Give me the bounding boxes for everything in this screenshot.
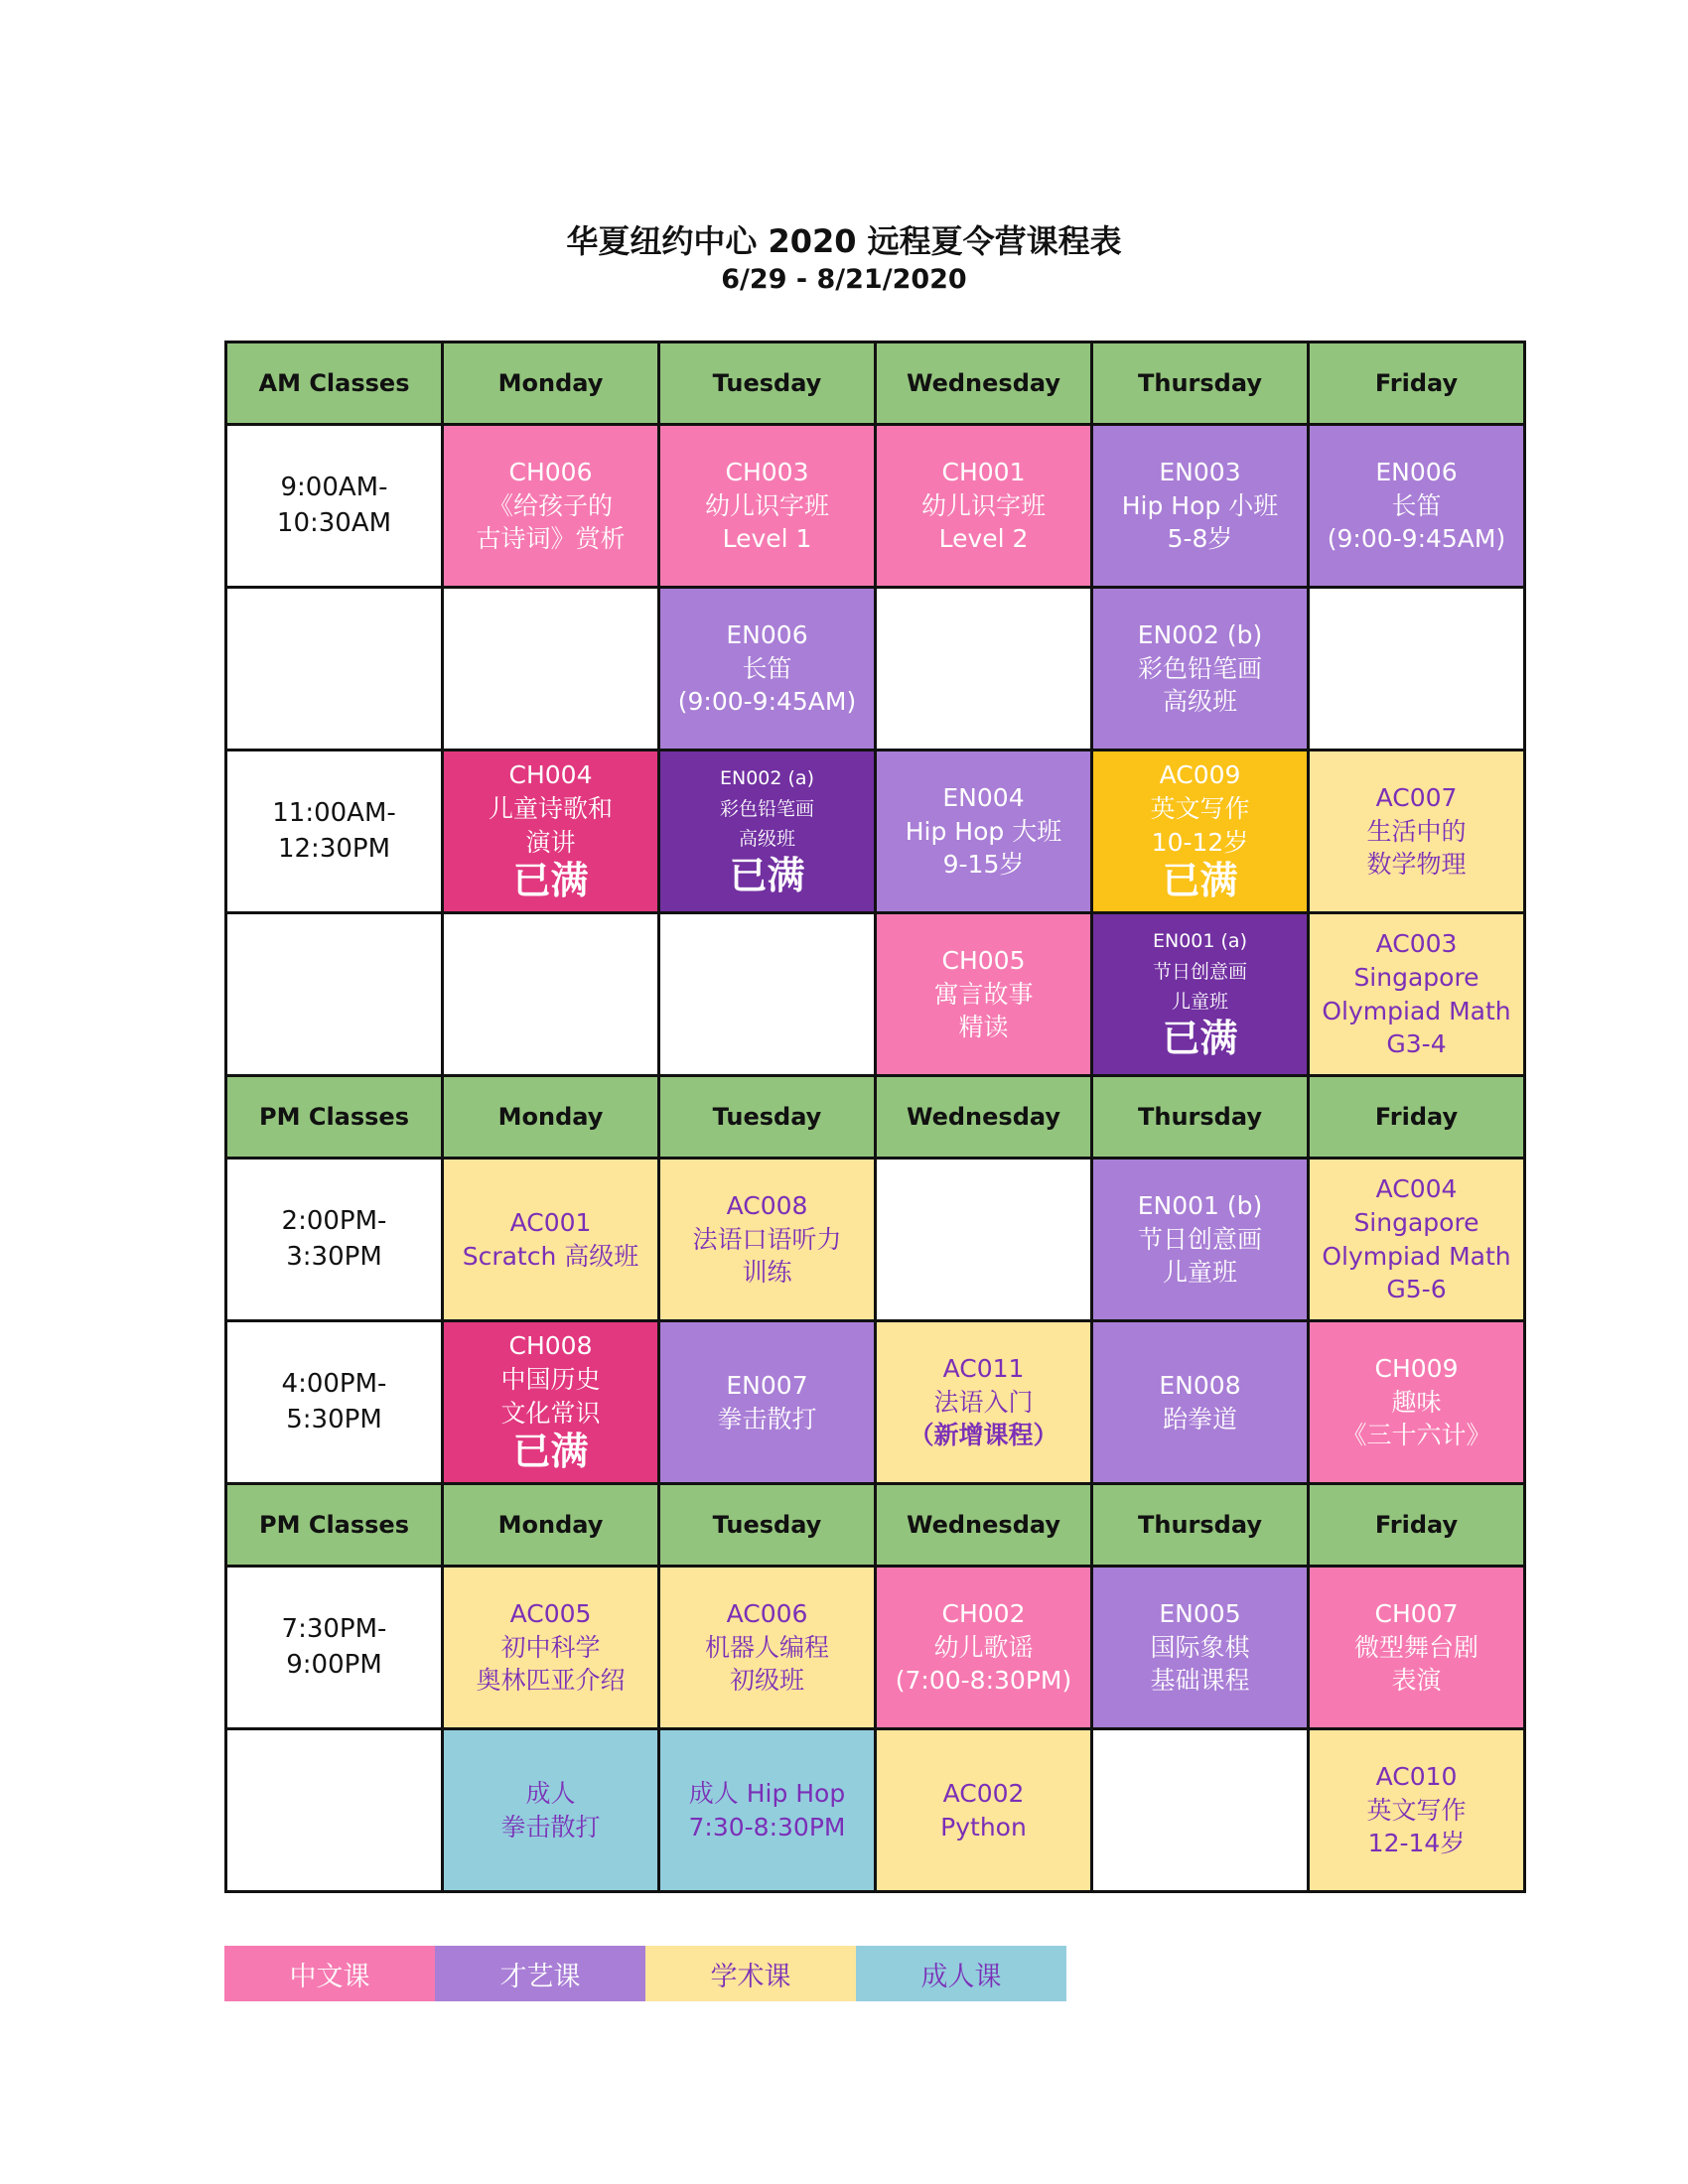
- course-cell: [443, 751, 659, 913]
- course-code: CH001: [941, 457, 1026, 486]
- day-header: Thursday: [1092, 1484, 1309, 1567]
- schedule-row: [226, 1567, 1525, 1729]
- course-code: CH008: [508, 1331, 593, 1361]
- course-text: 《三十六计》: [1341, 1421, 1491, 1450]
- course-cell: [1309, 425, 1525, 588]
- course-cell: [1309, 1567, 1525, 1729]
- course-code: AC005: [509, 1598, 592, 1628]
- course-cell: [1092, 751, 1309, 913]
- course-text: Python: [940, 1812, 1027, 1842]
- section-label: PM Classes: [226, 1076, 443, 1159]
- course-text: 彩色铅笔画: [719, 797, 814, 820]
- course-cell: [1309, 1729, 1525, 1892]
- schedule-row: [226, 1729, 1525, 1892]
- course-text: 儿童班: [1171, 990, 1228, 1013]
- course-cell: [659, 1567, 876, 1729]
- course-cell: [876, 425, 1092, 588]
- course-code: AC010: [1375, 1761, 1458, 1791]
- course-text: Olympiad Math: [1322, 996, 1511, 1025]
- time-slot: 2:00PM- 3:30PM: [226, 1159, 443, 1321]
- course-code: AC011: [942, 1353, 1025, 1383]
- course-text: 机器人编程: [704, 1632, 829, 1662]
- time-slot: [226, 1729, 443, 1892]
- course-cell: [443, 1567, 659, 1729]
- empty-cell: [1309, 588, 1525, 751]
- course-cell: [659, 425, 876, 588]
- course-text: 10-12岁: [1151, 827, 1249, 857]
- full-badge: 已满: [512, 1430, 589, 1474]
- course-code: EN004: [942, 782, 1025, 812]
- course-text: 英文写作: [1366, 1795, 1467, 1825]
- course-code: CH003: [725, 457, 809, 486]
- course-cell: [876, 1729, 1092, 1892]
- course-code: EN002 (a): [720, 767, 814, 790]
- course-text: 幼儿识字班: [920, 490, 1046, 520]
- course-text: Olympiad Math: [1322, 1241, 1511, 1271]
- empty-cell: [1092, 1729, 1309, 1892]
- course-text: Hip Hop 大班: [905, 816, 1062, 846]
- course-text: 初中科学: [500, 1632, 601, 1662]
- course-text: Hip Hop 小班: [1121, 490, 1279, 520]
- course-text: 节日创意画: [1152, 960, 1247, 983]
- course-text: Level 1: [722, 524, 812, 554]
- time-slot: [226, 913, 443, 1076]
- section-header-row: [226, 1076, 1525, 1159]
- course-code: AC004: [1375, 1174, 1458, 1203]
- course-text: Singapore: [1353, 962, 1479, 992]
- course-text: 幼儿歌谣: [933, 1632, 1034, 1662]
- day-header: Wednesday: [876, 1076, 1092, 1159]
- empty-cell: [659, 913, 876, 1076]
- day-header: Monday: [443, 1076, 659, 1159]
- day-header: Tuesday: [659, 1076, 876, 1159]
- course-text: 奥林匹亚介绍: [476, 1666, 626, 1696]
- empty-cell: [876, 588, 1092, 751]
- course-cell: [1092, 1159, 1309, 1321]
- schedule-table: [224, 341, 1526, 1893]
- course-text: (9:00-9:45AM): [1327, 524, 1506, 554]
- course-code: EN003: [1159, 457, 1241, 486]
- course-text: 高级班: [1162, 687, 1237, 717]
- course-text: 7:30-8:30PM: [688, 1812, 846, 1842]
- course-cell: [876, 751, 1092, 913]
- course-text: 5-8岁: [1167, 524, 1233, 554]
- course-text: 长笛: [742, 653, 792, 683]
- course-text: 表演: [1391, 1666, 1442, 1696]
- course-cell: [443, 425, 659, 588]
- course-text: 儿童班: [1162, 1258, 1237, 1288]
- course-text: Level 2: [938, 524, 1029, 554]
- course-text: 基础课程: [1150, 1666, 1250, 1696]
- course-cell: [443, 1159, 659, 1321]
- course-text: 国际象棋: [1150, 1632, 1250, 1662]
- course-text: 幼儿识字班: [704, 490, 829, 520]
- empty-cell: [876, 1159, 1092, 1321]
- schedule-row: [226, 1159, 1525, 1321]
- section-label: AM Classes: [226, 342, 443, 425]
- course-text: 训练: [742, 1258, 792, 1288]
- new-course-note: （新增课程）: [909, 1421, 1058, 1450]
- time-slot: 9:00AM- 10:30AM: [226, 425, 443, 588]
- course-cell: [1309, 1321, 1525, 1484]
- day-header: Thursday: [1092, 342, 1309, 425]
- course-text: 数学物理: [1366, 850, 1467, 880]
- course-text: 12-14岁: [1367, 1829, 1466, 1858]
- full-badge: 已满: [1162, 1017, 1238, 1061]
- legend-item: 中文课: [224, 1946, 435, 2001]
- time-slot: [226, 588, 443, 751]
- course-code: AC008: [726, 1190, 808, 1220]
- section-label: PM Classes: [226, 1484, 443, 1567]
- course-cell: [659, 1321, 876, 1484]
- course-cell: [1309, 751, 1525, 913]
- day-header: Tuesday: [659, 1484, 876, 1567]
- section-header-row: [226, 342, 1525, 425]
- course-code: CH004: [508, 760, 593, 790]
- time-slot: 11:00AM- 12:30PM: [226, 751, 443, 913]
- course-code: EN002 (b): [1137, 619, 1263, 649]
- empty-cell: [443, 913, 659, 1076]
- course-code: EN001 (a): [1153, 930, 1247, 953]
- course-text: 演讲: [525, 827, 576, 857]
- course-text: 初级班: [729, 1666, 804, 1696]
- course-text: Singapore: [1353, 1207, 1479, 1237]
- schedule-row: [226, 1321, 1525, 1484]
- course-cell: [1092, 1321, 1309, 1484]
- course-text: 法语入门: [933, 1387, 1034, 1417]
- course-cell: [659, 751, 876, 913]
- schedule-row: [226, 588, 1525, 751]
- course-code: AC002: [942, 1778, 1025, 1808]
- course-code: AC007: [1375, 782, 1458, 812]
- day-header: Friday: [1309, 1484, 1525, 1567]
- course-code: AC009: [1159, 760, 1241, 790]
- course-code: AC006: [726, 1598, 808, 1628]
- course-cell: [876, 913, 1092, 1076]
- course-cell: [659, 1159, 876, 1321]
- section-header-row: [226, 1484, 1525, 1567]
- course-code: CH006: [508, 457, 593, 486]
- course-code: CH009: [1374, 1353, 1459, 1383]
- course-text: 生活中的: [1366, 816, 1467, 846]
- schedule-row: [226, 751, 1525, 913]
- course-text: 精读: [958, 1013, 1009, 1042]
- course-code: CH002: [941, 1598, 1026, 1628]
- course-cell: [659, 1729, 876, 1892]
- course-cell: [1309, 1159, 1525, 1321]
- course-cell: [876, 1321, 1092, 1484]
- schedule-row: [226, 425, 1525, 588]
- course-text: G3-4: [1386, 1029, 1447, 1059]
- course-text: 拳击散打: [717, 1404, 817, 1433]
- course-cell: [876, 1567, 1092, 1729]
- course-text: 微型舞台剧: [1353, 1632, 1478, 1662]
- full-badge: 已满: [1162, 859, 1238, 903]
- course-code: AC003: [1375, 929, 1458, 958]
- full-badge: 已满: [512, 859, 589, 903]
- course-cell: [443, 1321, 659, 1484]
- color-legend: [224, 1946, 1066, 2001]
- course-cell: [1092, 588, 1309, 751]
- day-header: Monday: [443, 342, 659, 425]
- course-text: 节日创意画: [1137, 1224, 1262, 1254]
- day-header: Friday: [1309, 1076, 1525, 1159]
- course-code: CH007: [1374, 1598, 1459, 1628]
- course-code: EN006: [726, 619, 808, 649]
- course-text: 文化常识: [500, 1398, 601, 1428]
- day-header: Monday: [443, 1484, 659, 1567]
- time-slot: 4:00PM- 5:30PM: [226, 1321, 443, 1484]
- course-code: EN007: [726, 1370, 808, 1400]
- day-header: Thursday: [1092, 1076, 1309, 1159]
- course-code: EN008: [1159, 1370, 1241, 1400]
- course-code: EN006: [1375, 457, 1458, 486]
- course-text: 彩色铅笔画: [1137, 653, 1262, 683]
- page-title: 华夏纽约中心 2020 远程夏令营课程表: [566, 222, 1122, 260]
- course-text: 跆拳道: [1162, 1404, 1237, 1433]
- course-cell: [1092, 913, 1309, 1076]
- empty-cell: [443, 588, 659, 751]
- course-cell: [443, 1729, 659, 1892]
- legend-item: 才艺课: [435, 1946, 645, 2001]
- legend-item: 学术课: [645, 1946, 856, 2001]
- course-cell: [1309, 913, 1525, 1076]
- course-text: 法语口语听力: [692, 1224, 842, 1254]
- course-code: CH005: [941, 945, 1026, 975]
- course-cell: [659, 588, 876, 751]
- course-code: AC001: [509, 1207, 592, 1237]
- day-header: Tuesday: [659, 342, 876, 425]
- time-slot: 7:30PM- 9:00PM: [226, 1567, 443, 1729]
- course-text: (9:00-9:45AM): [677, 687, 857, 717]
- course-cell: [1092, 1567, 1309, 1729]
- course-text: Scratch 高级班: [462, 1241, 639, 1271]
- course-text: 儿童诗歌和: [488, 793, 613, 823]
- course-text: G5-6: [1386, 1275, 1447, 1304]
- course-text: 《给孩子的: [488, 490, 613, 520]
- course-text: 9-15岁: [942, 850, 1025, 880]
- course-text: 高级班: [738, 827, 795, 850]
- course-code: EN005: [1159, 1598, 1241, 1628]
- legend-item: 成人课: [856, 1946, 1066, 2001]
- full-badge: 已满: [729, 854, 805, 898]
- course-text: (7:00-8:30PM): [895, 1666, 1072, 1696]
- course-text: 趣味: [1391, 1387, 1442, 1417]
- day-header: Wednesday: [876, 342, 1092, 425]
- course-text: 中国历史: [500, 1364, 601, 1394]
- day-header: Friday: [1309, 342, 1525, 425]
- course-text: 寓言故事: [933, 979, 1034, 1009]
- course-text: 英文写作: [1150, 793, 1250, 823]
- course-text: 拳击散打: [500, 1812, 601, 1842]
- course-text: 古诗词》赏析: [476, 524, 626, 554]
- course-code: 成人 Hip Hop: [688, 1778, 846, 1808]
- schedule-row: [226, 913, 1525, 1076]
- course-code: 成人: [525, 1778, 576, 1808]
- date-range: 6/29 - 8/21/2020: [721, 264, 967, 295]
- course-text: 长笛: [1391, 490, 1442, 520]
- course-code: EN001 (b): [1137, 1190, 1263, 1220]
- course-cell: [1092, 425, 1309, 588]
- day-header: Wednesday: [876, 1484, 1092, 1567]
